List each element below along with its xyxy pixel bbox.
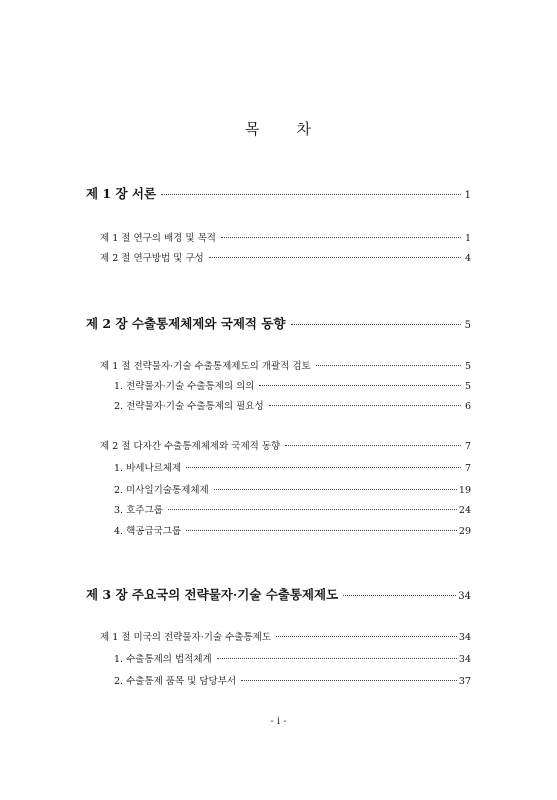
dot-leader <box>276 631 457 641</box>
toc-entry-page: 6 <box>464 401 471 412</box>
toc-entry-label: 제 2 절 연구방법 및 구성 <box>100 253 204 264</box>
toc-entry-label: 2. 미사일기술통제체제 <box>114 485 209 496</box>
toc-entry-item[interactable] <box>114 378 471 392</box>
toc-entry-chapter[interactable] <box>86 585 471 603</box>
toc-entry-page: 5 <box>464 320 471 331</box>
toc-entry-label: 제 1 장 서론 <box>86 186 157 201</box>
toc-entry-page: 34 <box>458 654 471 665</box>
toc-entry-item[interactable] <box>114 651 471 665</box>
toc-entry-page: 1 <box>464 233 471 244</box>
dot-leader <box>259 380 461 390</box>
dot-leader <box>186 525 457 535</box>
toc-entry-page: 1 <box>464 190 471 201</box>
dot-leader <box>161 186 461 199</box>
toc-entry-page: 34 <box>458 591 471 602</box>
toc-entry-section[interactable] <box>100 629 471 643</box>
toc-entry-item[interactable] <box>114 482 471 496</box>
toc-entry-section[interactable] <box>100 438 471 452</box>
dot-leader <box>217 653 457 663</box>
toc-entry-page: 5 <box>464 381 471 392</box>
dot-leader <box>316 360 461 370</box>
toc-entry-label: 1. 수출통제의 법적체계 <box>114 654 212 665</box>
toc-entry-label: 1. 전략물자·기술 수출통제의 의의 <box>114 381 255 392</box>
dot-leader <box>221 232 461 242</box>
toc-entry-page: 19 <box>458 485 471 496</box>
dot-leader <box>291 316 461 329</box>
dot-leader <box>186 462 461 472</box>
toc-entry-page: 4 <box>464 253 471 264</box>
toc-entry-label: 제 3 장 주요국의 전략물자·기술 수출통제제도 <box>86 587 339 602</box>
page-number-footer: - i - <box>270 716 287 727</box>
toc-entry-label: 제 2 장 수출통제체제와 국제적 동향 <box>86 316 286 331</box>
toc-entry-label: 3. 호주그룹 <box>114 505 163 516</box>
title-right: 차 <box>296 120 312 138</box>
toc-entry-label: 2. 수출통제 품목 및 담당부서 <box>114 676 237 687</box>
toc-entry-label: 제 2 절 다자간 수출통제체제와 국제적 동향 <box>100 441 281 452</box>
toc-entry-label: 4. 핵공급국그룹 <box>114 526 182 537</box>
dot-leader <box>343 587 456 600</box>
toc-entry-item[interactable] <box>114 398 471 412</box>
dot-leader <box>209 252 461 262</box>
toc-entry-chapter[interactable] <box>86 314 471 332</box>
dot-leader <box>214 484 457 494</box>
toc-entry-page: 24 <box>458 505 471 516</box>
dot-leader <box>269 400 461 410</box>
page-title <box>0 118 557 139</box>
toc-entry-label: 제 1 절 미국의 전략물자·기술 수출통제도 <box>100 632 271 643</box>
dot-leader <box>168 504 457 514</box>
toc-entry-page: 7 <box>464 441 471 452</box>
title-left: 목 <box>245 120 261 138</box>
toc-entry-item[interactable] <box>114 502 471 516</box>
toc-entry-page: 37 <box>458 676 471 687</box>
toc-entry-label: 1. 바세나르체제 <box>114 463 182 474</box>
toc-entry-page: 5 <box>464 361 471 372</box>
toc-entry-item[interactable] <box>114 673 471 687</box>
toc-entry-label: 제 1 절 전략물자·기술 수출통제제도의 개괄적 검토 <box>100 361 311 372</box>
dot-leader <box>241 675 457 685</box>
toc-entry-section[interactable] <box>100 230 471 244</box>
toc-entry-page: 29 <box>458 526 471 537</box>
toc-entry-chapter[interactable] <box>86 184 471 202</box>
toc-entry-item[interactable] <box>114 523 471 537</box>
toc-entry-label: 제 1 절 연구의 배경 및 목적 <box>100 233 216 244</box>
toc-entry-section[interactable] <box>100 250 471 264</box>
toc-entry-section[interactable] <box>100 358 471 372</box>
dot-leader <box>285 440 461 450</box>
toc-entry-item[interactable] <box>114 460 471 474</box>
toc-entry-page: 34 <box>458 632 471 643</box>
toc-entry-page: 7 <box>464 463 471 474</box>
toc-entry-label: 2. 전략물자·기술 수출통제의 필요성 <box>114 401 264 412</box>
